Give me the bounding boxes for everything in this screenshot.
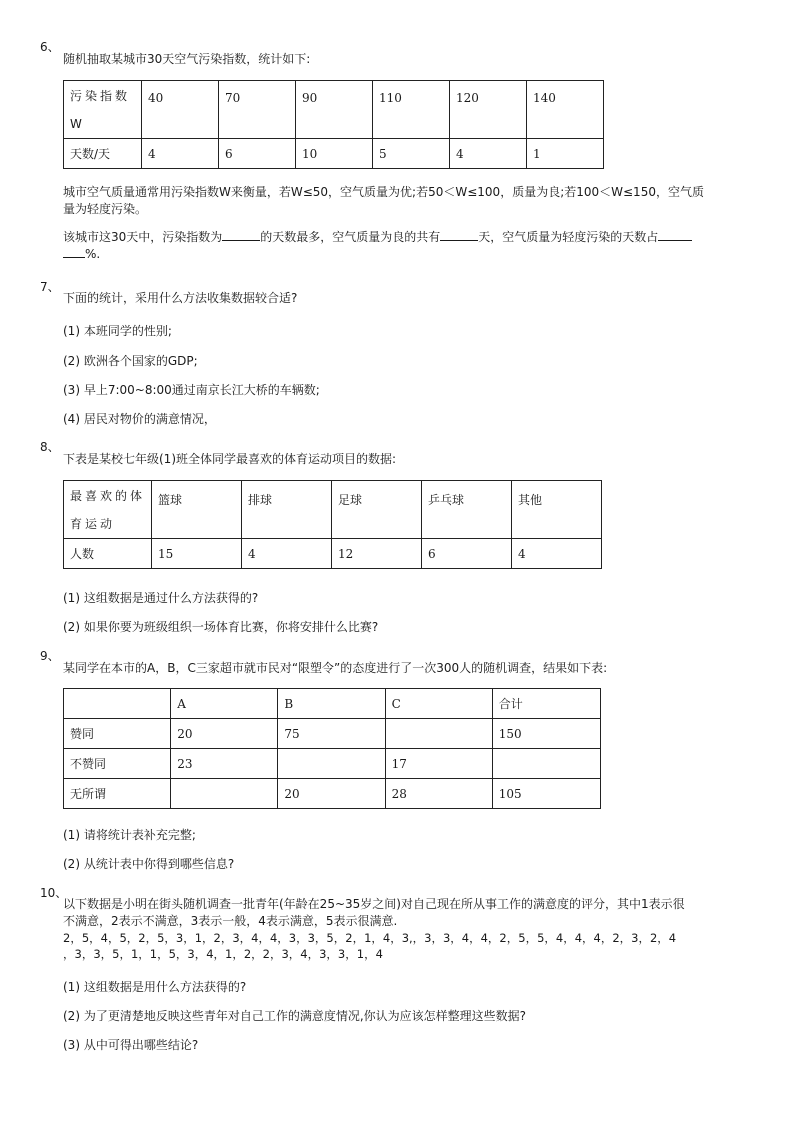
pollution-row-index [64, 81, 604, 139]
table-cell: 110 [373, 81, 450, 139]
table-cell: 90 [296, 81, 373, 139]
table-cell: 合计 [492, 689, 600, 719]
survey-row-disagree [64, 749, 601, 779]
favorite-sport-label [64, 481, 152, 539]
question-6-para2-line2 [63, 245, 100, 263]
question-10-data-line1: 2，5，4，5，2，5，3，1，2，3，4，4，3，3，5，2，1，4，3,，3，3，4，4，2，5，5，4，4，4，2，3，2，4 [63, 931, 677, 945]
days-label: 天数/天 [64, 139, 142, 169]
para2-text-c: 天，空气质量为轻度污染的天数占 [478, 230, 659, 244]
table-cell: 4 [450, 139, 527, 169]
pollution-index-label-a: 污染指数 [70, 88, 131, 103]
question-6-intro: 随机抽取某城市30天空气污染指数，统计如下: [63, 52, 311, 66]
table-cell: 4 [512, 539, 602, 569]
table-cell: 5 [373, 139, 450, 169]
table-cell: 无所谓 [64, 779, 171, 809]
table-cell: 120 [450, 81, 527, 139]
table-cell: 20 [278, 779, 385, 809]
table-cell: 10 [296, 139, 373, 169]
favorite-sport-label-b: 育运动 [70, 516, 116, 531]
table-cell: 17 [385, 749, 492, 779]
table-cell: 150 [492, 719, 600, 749]
table-cell: 足球 [332, 481, 422, 539]
table-cell: 其他 [512, 481, 602, 539]
question-7-item-2: (2) 欧洲各个国家的GDP; [63, 354, 198, 368]
table-cell: 12 [332, 539, 422, 569]
pollution-index-label-b: W [70, 116, 82, 131]
table-cell: 23 [171, 749, 278, 779]
survey-row-indifferent [64, 779, 601, 809]
survey-table [63, 688, 601, 809]
question-10-data-line2: ，3，3，5，1，1，5，3，4，1，2，2，3，4，3，3，1，4 [63, 947, 383, 961]
pollution-table [63, 80, 604, 169]
table-cell [171, 779, 278, 809]
table-cell: 1 [527, 139, 604, 169]
table-cell [385, 719, 492, 749]
question-7-item-1: (1) 本班同学的性别; [63, 324, 172, 338]
sports-row-count [64, 539, 602, 569]
table-cell [492, 749, 600, 779]
table-cell: 70 [219, 81, 296, 139]
table-cell: 4 [142, 139, 219, 169]
table-cell: 乒乓球 [422, 481, 512, 539]
question-6-number: 6、 [40, 40, 60, 54]
people-count-label: 人数 [64, 539, 152, 569]
question-9-item-1: (1) 请将统计表补充完整; [63, 828, 196, 842]
question-6-para2 [63, 228, 692, 246]
sports-table [63, 480, 602, 569]
table-cell [278, 749, 385, 779]
answer-blank-3b[interactable] [63, 245, 85, 258]
question-7-item-3: (3) 早上7:00~8:00通过南京长江大桥的车辆数; [63, 383, 320, 397]
table-cell: 28 [385, 779, 492, 809]
table-cell: 75 [278, 719, 385, 749]
para2-text-a: 该城市这30天中，污染指数为 [63, 230, 223, 244]
question-9-item-2: (2) 从统计表中你得到哪些信息? [63, 857, 235, 871]
table-cell: 20 [171, 719, 278, 749]
answer-blank-2[interactable] [440, 228, 478, 241]
table-cell: 篮球 [152, 481, 242, 539]
question-7-item-4: (4) 居民对物价的满意情况， [63, 412, 216, 426]
para2-text-d: %. [85, 247, 101, 261]
table-cell: 赞同 [64, 719, 171, 749]
table-cell: 排球 [242, 481, 332, 539]
question-9-number: 9、 [40, 649, 60, 663]
question-10-item-1: (1) 这组数据是用什么方法获得的? [63, 980, 247, 994]
sports-row-favorite [64, 481, 602, 539]
question-8-intro: 下表是某校七年级(1)班全体同学最喜欢的体育运动项目的数据: [63, 452, 397, 466]
pollution-row-days [64, 139, 604, 169]
question-10-intro-line1: 以下数据是小明在街头随机调查一批青年(年龄在25~35岁之间)对自己现在所从事工作的满意度的评分，其中1表示很 [63, 897, 685, 911]
survey-header-row [64, 689, 601, 719]
answer-blank-3a[interactable] [658, 228, 692, 241]
table-cell: 6 [422, 539, 512, 569]
table-cell [64, 689, 171, 719]
table-cell: A [171, 689, 278, 719]
table-cell: B [278, 689, 385, 719]
question-10-number: 10、 [40, 886, 68, 900]
table-cell: 105 [492, 779, 600, 809]
question-10-intro-line2: 不满意，2表示不满意，3表示一般，4表示满意，5表示很满意. [63, 914, 398, 928]
answer-blank-1[interactable] [222, 228, 260, 241]
table-cell: 6 [219, 139, 296, 169]
question-7-intro: 下面的统计，采用什么方法收集数据较合适? [63, 291, 298, 305]
survey-row-agree [64, 719, 601, 749]
favorite-sport-label-a: 最喜欢的体 [70, 488, 146, 503]
question-8-item-2: (2) 如果你要为班级组织一场体育比赛，你将安排什么比赛? [63, 620, 379, 634]
question-6-para1-line2: 量为轻度污染。 [63, 202, 148, 216]
question-10-item-2: (2) 为了更清楚地反映这些青年对自己工作的满意度情况,你认为应该怎样整理这些数据? [63, 1009, 526, 1023]
table-cell: 4 [242, 539, 332, 569]
table-cell: 不赞同 [64, 749, 171, 779]
question-10-item-3: (3) 从中可得出哪些结论? [63, 1038, 199, 1052]
table-cell: 15 [152, 539, 242, 569]
question-8-number: 8、 [40, 440, 60, 454]
question-9-intro: 某同学在本市的A，B，C三家超市就市民对“限塑令”的态度进行了一次300人的随机调查，结果如下表: [63, 661, 608, 675]
para2-text-b: 的天数最多，空气质量为良的共有 [260, 230, 441, 244]
table-cell: C [385, 689, 492, 719]
table-cell: 40 [142, 81, 219, 139]
pollution-index-label [64, 81, 142, 139]
table-cell: 140 [527, 81, 604, 139]
question-7-number: 7、 [40, 280, 60, 294]
question-6-para1-line1: 城市空气质量通常用污染指数W来衡量，若W≤50，空气质量为优;若50＜W≤100，质量为良;若100＜W≤150，空气质 [63, 185, 704, 199]
question-8-item-1: (1) 这组数据是通过什么方法获得的? [63, 591, 259, 605]
